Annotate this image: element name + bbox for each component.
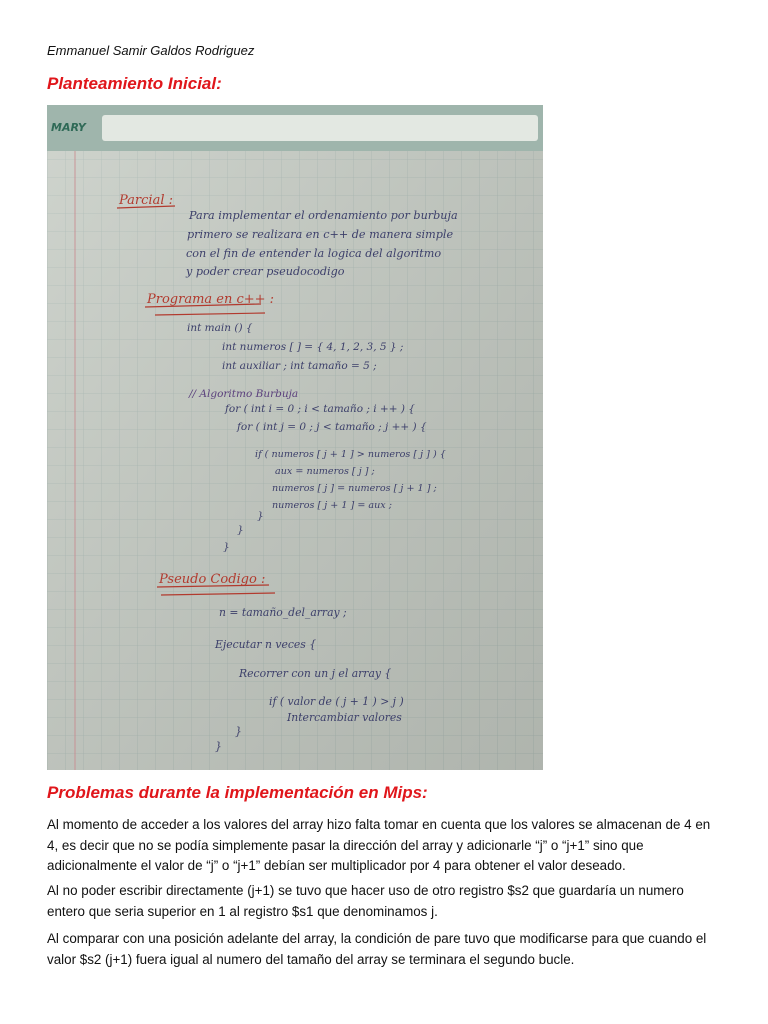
notebook-header-box [102,115,538,141]
pseudo-brace: } [215,740,222,753]
note-title-parcial: Parcial : [119,193,173,208]
notebook-brand-logo: MARY [51,121,86,134]
intro-line: y poder crear pseudocodigo [186,265,345,278]
intro-line: primero se realizara en c++ de manera simple [187,228,454,241]
pseudo-brace: } [235,725,242,738]
code-line: int numeros [ ] = { 4, 1, 2, 3, 5 } ; [222,341,404,353]
code-line: numeros [ j + 1 ] = aux ; [272,500,392,511]
note-title-programa: Programa en c++ : [147,292,275,307]
paragraph: Al no poder escribir directamente (j+1) se tuvo que hacer uso de otro registro $s2 que guardaría un numero entero que seria superior en 1 al registro $s1 que denominamos j. [47,883,684,919]
code-line: numeros [ j ] = numeros [ j + 1 ] ; [272,483,437,494]
note-title-pseudo: Pseudo Codigo : [159,572,266,587]
pseudo-line: Intercambiar valores [287,711,402,724]
code-line: int auxiliar ; int tamaño = 5 ; [222,360,377,372]
section-heading-problems: Problemas durante la implementación en Mips: [47,783,428,802]
paragraph: Al comparar con una posición adelante del array, la condición de pare tuvo que modificarse para que cuando el valor $s2 (j+1) fuera igual al numero del tamaño del array se terminara el segundo bucle. [47,931,707,967]
intro-line: con el fin de entender la logica del algoritmo [186,247,442,260]
code-comment: // Algoritmo Burbuja [189,388,299,400]
pseudo-line: Ejecutar n veces { [215,638,317,651]
code-line: for ( int i = 0 ; i < tamaño ; i ++ ) { [225,403,415,415]
code-line: if ( numeros [ j + 1 ] > numeros [ j ] ) { [255,449,446,460]
section-heading-initial: Planteamiento Inicial: [47,74,222,93]
code-brace: } [257,510,264,522]
intro-line: Para implementar el ordenamiento por burbuja [189,209,458,222]
code-brace: } [223,541,230,553]
pseudo-line: Recorrer con un j el array { [239,667,392,680]
code-brace: } [237,524,244,536]
pseudo-line: if ( valor de ( j + 1 ) > j ) [269,695,404,708]
author-name: Emmanuel Samir Galdos Rodriguez [47,43,255,58]
notebook-photo [47,105,543,770]
code-line: aux = numeros [ j ] ; [275,466,375,477]
code-line: int main () { [187,322,253,334]
paragraph: Al momento de acceder a los valores del array hizo falta tomar en cuenta que los valores se almacenan de 4 en 4, es decir que no se podía simplemente pasar la dirección del array y adicionarle “j” o “j+1” sino que adicionalmente el valor de “j” o “j+1” debían ser multiplicador por 4 para obtener el valor deseado. [47,817,711,873]
code-line: for ( int j = 0 ; j < tamaño ; j ++ ) { [237,421,427,433]
pseudo-line: n = tamaño_del_array ; [219,606,347,619]
